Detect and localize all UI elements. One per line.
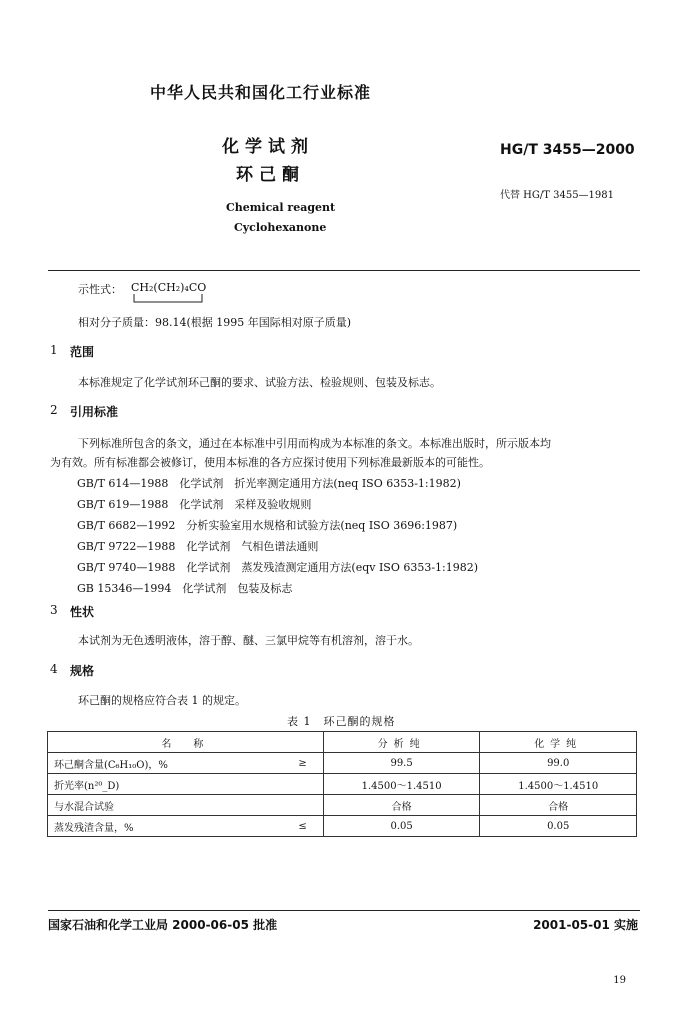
formula-text: CH₂(CH₂)₄CO: [131, 281, 207, 294]
ring-bond-bracket: [132, 294, 204, 304]
row-symbol: ≤: [282, 816, 323, 837]
row-ar-value: 0.05: [323, 816, 480, 837]
page-number: 19: [613, 975, 626, 986]
row-cp-value: 合格: [480, 795, 637, 816]
section-4-text: 环己酮的规格应符合表 1 的规定。: [78, 694, 246, 707]
row-symbol: ≥: [282, 753, 323, 774]
header-analytical: 分析纯: [323, 732, 480, 753]
row-name: 蒸发残渣含量，%: [48, 816, 283, 837]
section-2-number: 2: [50, 403, 58, 417]
title-en-line2: Cyclohexanone: [234, 221, 327, 234]
section-2-text-line2: 为有效。所有标准都会被修订，使用本标准的各方应探讨使用下列标准最新版本的可能性。: [50, 456, 490, 469]
section-1-title: 范围: [70, 345, 95, 359]
molecular-mass: 相对分子质量：98.14(根据 1995 年国际相对原子质量): [78, 316, 352, 329]
header-chemical: 化学纯: [480, 732, 637, 753]
row-name: 折光率(n²⁰_D): [48, 774, 283, 795]
row-name: 环己酮含量(C₆H₁₀O)，%: [48, 753, 283, 774]
footer-rule: [48, 910, 640, 911]
row-name: 与水混合试验: [48, 795, 283, 816]
table-row: [48, 795, 637, 816]
table-row: [48, 816, 637, 837]
title-cn-line1: 化学试剂: [222, 137, 314, 157]
title-en-line1: Chemical reagent: [226, 201, 336, 214]
header-name: 名 称: [48, 732, 324, 753]
row-symbol: [282, 774, 323, 795]
row-ar-value: 合格: [323, 795, 480, 816]
title-cn-line2: 环己酮: [236, 165, 305, 185]
spec-table: [47, 731, 637, 837]
standard-code: HG/T 3455—2000: [500, 142, 635, 158]
reference-item: GB/T 6682—1992 分析实验室用水规格和试验方法(neq ISO 3696:1987): [77, 519, 458, 532]
section-3-number: 3: [50, 603, 58, 617]
table-row: [48, 753, 637, 774]
table-caption: 表 1 环己酮的规格: [287, 715, 396, 728]
reference-item: GB 15346—1994 化学试剂 包装及标志: [77, 582, 293, 595]
row-cp-value: 1.4500～1.4510: [480, 774, 637, 795]
section-3-text: 本试剂为无色透明液体，溶于醇、醚、三氯甲烷等有机溶剂，溶于水。: [78, 634, 419, 647]
section-1-text: 本标准规定了化学试剂环己酮的要求、试验方法、检验规则、包装及标志。: [78, 376, 441, 389]
reference-item: GB/T 614—1988 化学试剂 折光率测定通用方法(neq ISO 6353-1:1982): [77, 477, 461, 490]
replaces-note: 代替 HG/T 3455—1981: [500, 190, 615, 201]
section-4-number: 4: [50, 662, 58, 676]
header-rule: [48, 270, 640, 271]
reference-item: GB/T 9722—1988 化学试剂 气相色谱法通则: [77, 540, 319, 553]
approval-statement: 国家石油和化学工业局 2000-06-05 批准: [48, 918, 278, 932]
row-symbol: [282, 795, 323, 816]
reference-item: GB/T 9740—1988 化学试剂 蒸发残渣测定通用方法(eqv ISO 6353-1:1982): [77, 561, 479, 574]
section-3-title: 性状: [70, 605, 95, 619]
reference-item: GB/T 619—1988 化学试剂 采样及验收规则: [77, 498, 312, 511]
section-1-number: 1: [50, 343, 58, 357]
section-4-title: 规格: [70, 664, 95, 678]
standard-category: 中华人民共和国化工行业标准: [150, 83, 372, 102]
row-ar-value: 99.5: [323, 753, 480, 774]
effective-date: 2001-05-01 实施: [533, 918, 638, 932]
row-cp-value: 0.05: [480, 816, 637, 837]
row-ar-value: 1.4500～1.4510: [323, 774, 480, 795]
table-header-row: [48, 732, 637, 753]
formula-label: 示性式：: [78, 283, 122, 296]
section-2-title: 引用标准: [70, 405, 119, 419]
row-cp-value: 99.0: [480, 753, 637, 774]
table-row: [48, 774, 637, 795]
section-2-text-line1: 下列标准所包含的条文，通过在本标准中引用而构成为本标准的条文。本标准出版时，所示版本均: [78, 437, 551, 450]
